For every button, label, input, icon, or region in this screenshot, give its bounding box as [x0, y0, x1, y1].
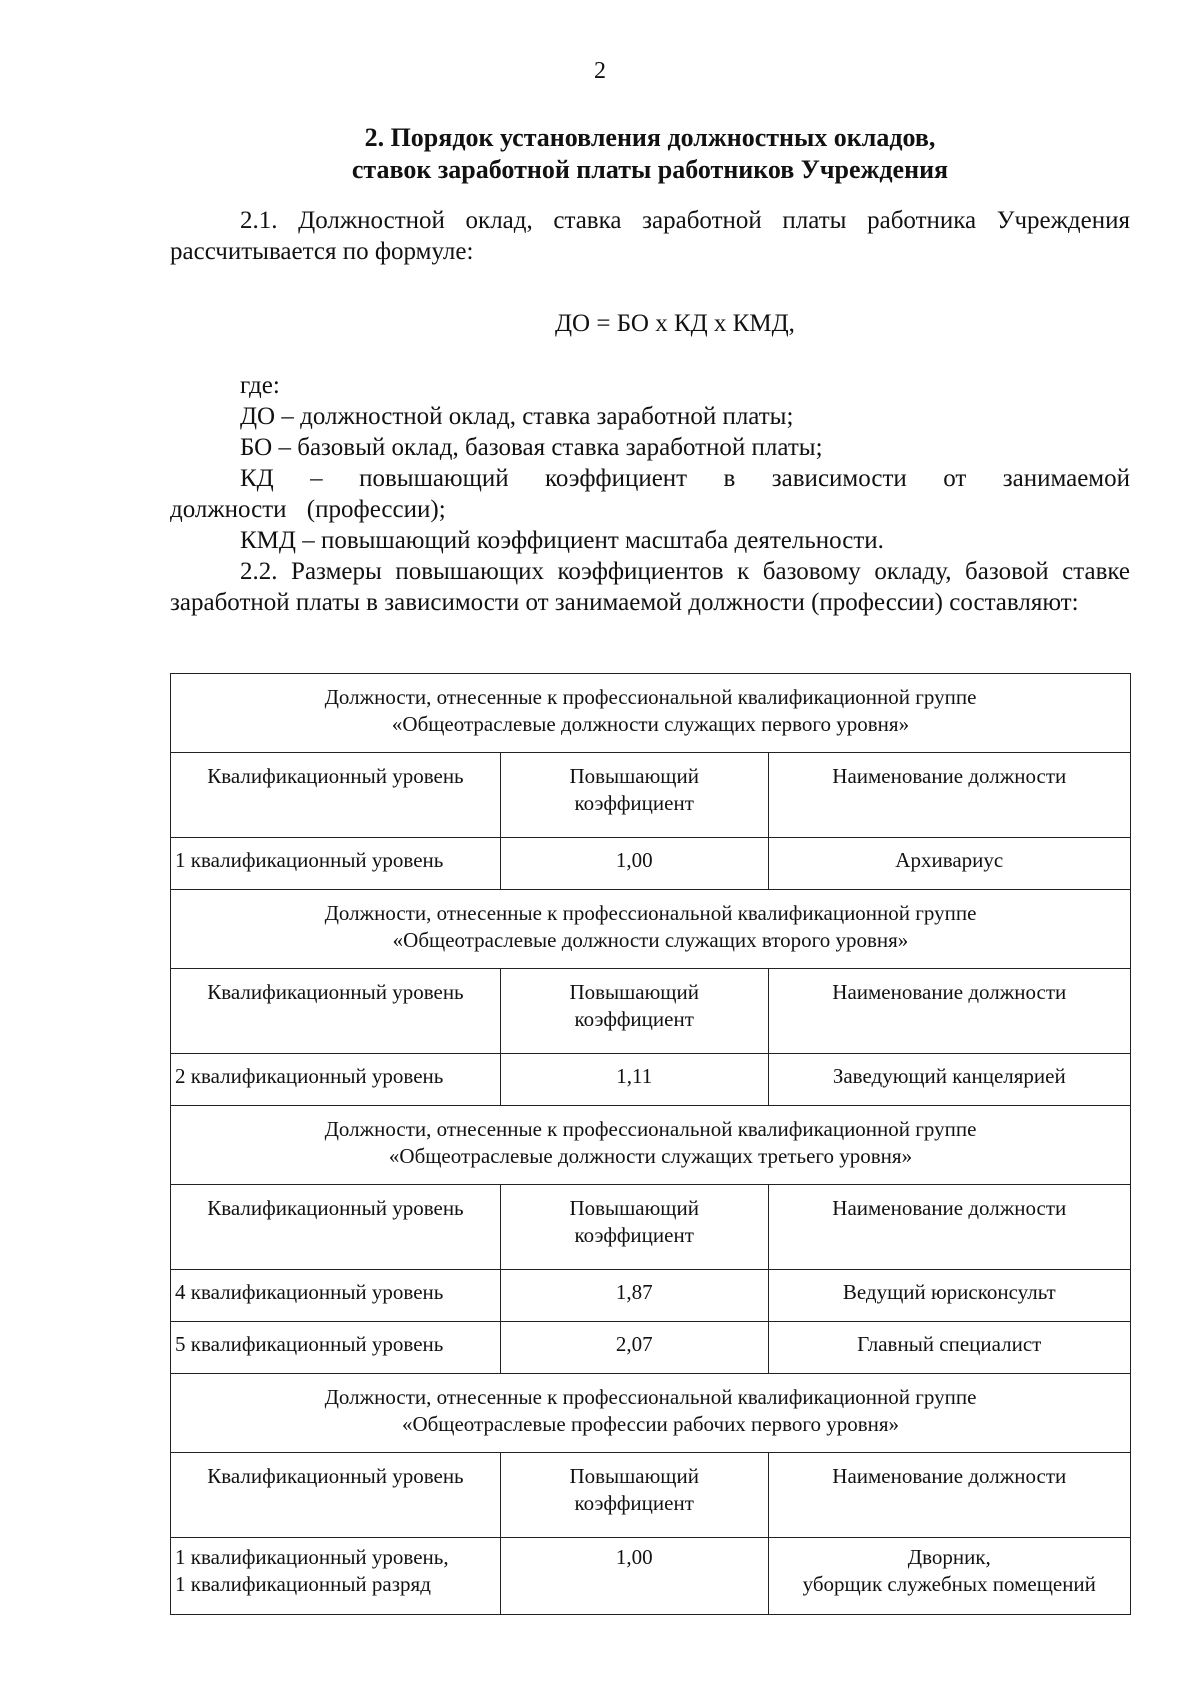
group-header-row [171, 674, 1131, 753]
header-position: Наименование должности [768, 753, 1130, 838]
cell-position: Главный специалист [768, 1322, 1130, 1374]
header-level: Квалификационный уровень [171, 1185, 501, 1270]
column-header-row [171, 1453, 1131, 1538]
cell-level: 1 квалификационный уровень, 1 квалификационный разряд [171, 1538, 501, 1615]
column-header-row [171, 969, 1131, 1054]
header-coef: Повышающий коэффициент [500, 1185, 768, 1270]
header-level: Квалификационный уровень [171, 1453, 501, 1538]
group-header-row [171, 1374, 1131, 1453]
cell-level: 1 квалификационный уровень [171, 838, 501, 890]
legend-do: ДО – должностной оклад, ставка заработной платы; [240, 403, 794, 430]
header-coef: Повышающий коэффициент [500, 753, 768, 838]
cell-coef: 1,00 [500, 1538, 768, 1615]
header-position: Наименование должности [768, 969, 1130, 1054]
paragraph-2-2: 2.2. Размеры повышающих коэффициентов к базовому окладу, базовой ставке заработной платы в зависимости от занимаемой должности (профессии) составляют: [170, 558, 1130, 616]
formula-legend [170, 370, 1130, 618]
cell-position: Заведующий канцелярией [768, 1054, 1130, 1106]
section-heading [170, 122, 1130, 186]
header-level: Квалификационный уровень [171, 969, 501, 1054]
page-number: 2 [594, 58, 606, 84]
cell-level: 4 квалификационный уровень [171, 1270, 501, 1322]
group-title: Должности, отнесенные к профессиональной квалификационной группе «Общеотраслевые должности служащих третьего уровня» [171, 1106, 1131, 1185]
column-header-row [171, 1185, 1131, 1270]
header-level: Квалификационный уровень [171, 753, 501, 838]
table-row [171, 838, 1131, 890]
paragraph-2-1: 2.1. Должностной оклад, ставка заработной платы работника Учреждения рассчитывается по формуле: [170, 207, 1130, 265]
group-title: Должности, отнесенные к профессиональной квалификационной группе «Общеотраслевые должности служащих первого уровня» [171, 674, 1131, 753]
cell-position: Архивариус [768, 838, 1130, 890]
cell-coef: 1,87 [500, 1270, 768, 1322]
group-title: Должности, отнесенные к профессиональной квалификационной группе «Общеотраслевые должности служащих второго уровня» [171, 890, 1131, 969]
table-row [171, 1054, 1131, 1106]
cell-level: 5 квалификационный уровень [171, 1322, 501, 1374]
group-title: Должности, отнесенные к профессиональной квалификационной группе «Общеотраслевые профессии рабочих первого уровня» [171, 1374, 1131, 1453]
column-header-row [171, 753, 1131, 838]
header-position: Наименование должности [768, 1453, 1130, 1538]
cell-coef: 2,07 [500, 1322, 768, 1374]
legend-kd: КД – повышающий коэффициент в зависимости от занимаемой должности (профессии); [170, 465, 1130, 523]
cell-level: 2 квалификационный уровень [171, 1054, 501, 1106]
table-row [171, 1538, 1131, 1615]
legend-bo: БО – базовый оклад, базовая ставка заработной платы; [240, 434, 823, 461]
cell-coef: 1,11 [500, 1054, 768, 1106]
header-coef: Повышающий коэффициент [500, 1453, 768, 1538]
header-coef: Повышающий коэффициент [500, 969, 768, 1054]
header-position: Наименование должности [768, 1185, 1130, 1270]
legend-where: где: [240, 372, 280, 399]
table-row [171, 1322, 1131, 1374]
table-row [171, 1270, 1131, 1322]
heading-line-2: ставок заработной платы работников Учреждения [351, 155, 949, 184]
cell-coef: 1,00 [500, 838, 768, 890]
legend-kmd: КМД – повышающий коэффициент масштаба деятельности. [240, 527, 884, 554]
heading-line-1: 2. Порядок установления должностных окладов, [364, 123, 936, 152]
cell-position: Ведущий юрисконсульт [768, 1270, 1130, 1322]
group-header-row [171, 1106, 1131, 1185]
coefficients-table [170, 673, 1131, 1615]
formula: ДО = БО х КД х КМД, [555, 310, 795, 337]
cell-position: Дворник, уборщик служебных помещений [768, 1538, 1130, 1615]
group-header-row [171, 890, 1131, 969]
